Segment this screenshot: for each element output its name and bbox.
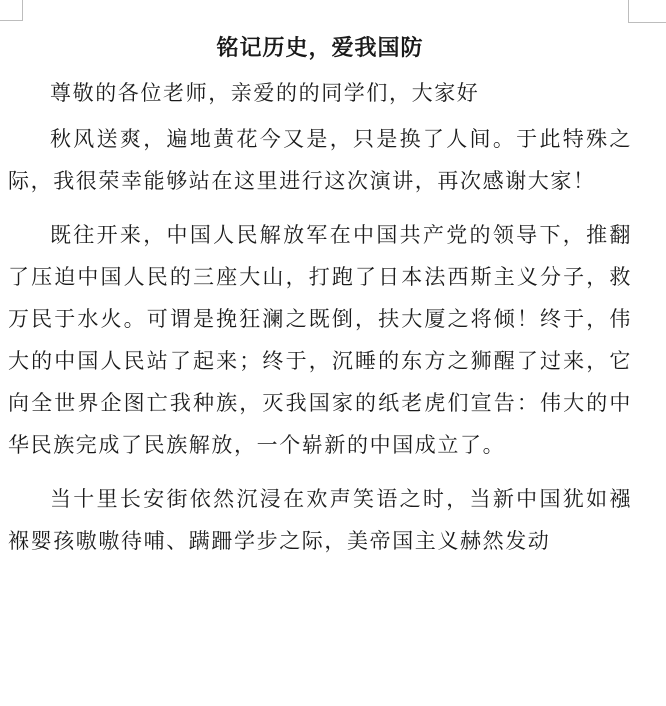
- paragraph-greeting: 尊敬的各位老师，亲爱的的同学们，大家好: [50, 81, 480, 105]
- page-corner-mark-left: [0, 0, 23, 21]
- document-title: 铭记历史，爱我国防: [216, 36, 424, 61]
- paragraph-history: 既往开来，中国人民解放军在中国共产党的领导下，推翻了压迫中国人民的三座大山，打跑了日本法西斯主义分子，救万民于水火。可谓是挽狂澜之既倒，扶大厦之将倾！终于，伟大的中国人民站了起来；终于，沉睡的东方之狮醒了过来，它向全世界企图亡我种族，灭我国家的纸老虎们宣告：伟大的中华民族完成了民族解放，一个崭新的中国成立了。: [8, 223, 632, 457]
- paragraph-opening: 秋风送爽，遍地黄花今又是，只是换了人间。于此特殊之际，我很荣幸能够站在这里进行这次演讲，再次感谢大家！: [8, 127, 632, 193]
- document-page: [8, 32, 632, 574]
- page-corner-mark-right: [628, 0, 666, 23]
- paragraph-korea-war: 当十里长安街依然沉浸在欢声笑语之时，当新中国犹如襁褓婴孩嗷嗷待哺、蹒跚学步之际，美帝国主义赫然发动: [8, 487, 632, 553]
